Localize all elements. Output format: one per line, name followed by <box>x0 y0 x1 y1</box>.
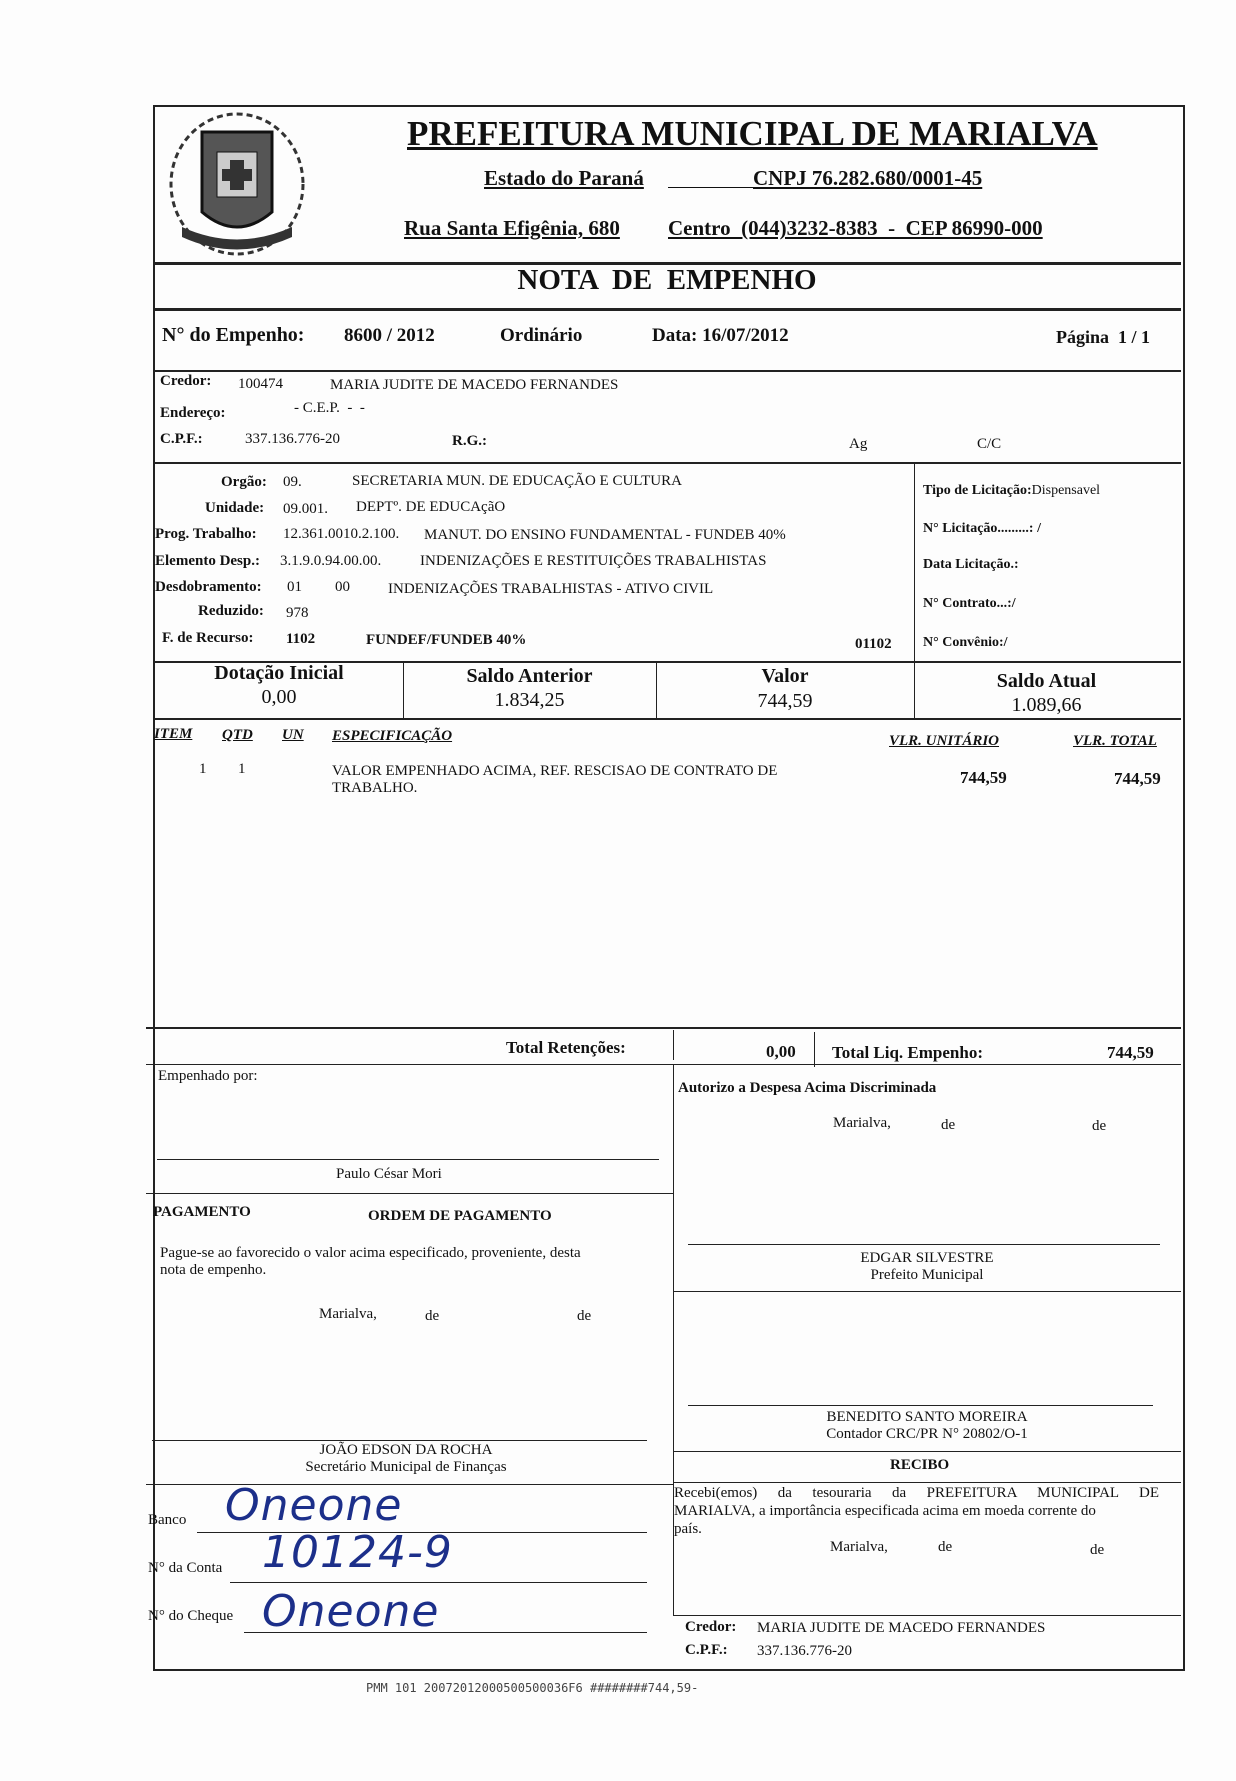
autorizo-city: Marialva, <box>833 1115 891 1131</box>
col-vlr-total: VLR. TOTAL <box>1073 733 1157 749</box>
cpf-label: C.P.F.: <box>160 431 203 447</box>
recibo-de-1: de <box>938 1539 953 1555</box>
prog-code: 12.361.0010.2.100. <box>283 526 400 542</box>
desdob-code1: 01 <box>287 579 302 595</box>
valor-label: Valor <box>761 665 809 687</box>
empenhado-por-label: Empenhado por: <box>158 1068 258 1084</box>
desdob-label: Desdobramento: <box>155 579 262 595</box>
table-row-vlr-unitario: 744,59 <box>960 768 1007 787</box>
prog-label: Prog. Trabalho: <box>155 526 257 542</box>
pague-text-1: Pague-se ao favorecido o valor acima especificado, proveniente, desta <box>160 1245 581 1261</box>
prefeito-name: EDGAR SILVESTRE <box>860 1250 994 1266</box>
page-number: Página 1 / 1 <box>1056 327 1151 347</box>
cheque-handwriting: Oneone <box>262 1586 440 1637</box>
reduzido-value: 978 <box>286 605 309 621</box>
empenho-type: Ordinário <box>500 325 583 346</box>
cnpj-label: CNPJ 76.282.680/0001-45 <box>753 166 983 190</box>
address-label: Rua Santa Efigênia, 680 <box>404 216 620 240</box>
col-qtd: QTD <box>222 727 253 743</box>
saldo-atual-label: Saldo Atual <box>996 670 1097 692</box>
recibo-text-1: Recebi(emos) da tesouraria da PREFEITURA MUNICIPAL DE <box>674 1485 1159 1501</box>
orgao-code: 09. <box>283 474 302 490</box>
recurso-label: F. de Recurso: <box>162 630 254 646</box>
secretario-name: JOÃO EDSON DA ROCHA <box>319 1442 493 1458</box>
pagamento-de-2: de <box>577 1308 592 1324</box>
recibo-text-3: país. <box>674 1521 702 1537</box>
header-underline <box>668 187 758 188</box>
numero-contrato: N° Contrato...:/ <box>923 596 1016 611</box>
contador-name: BENEDITO SANTO MOREIRA <box>826 1409 1028 1425</box>
page-title: PREFEITURA MUNICIPAL DE MARIALVA <box>407 114 1098 153</box>
dotacao-value: 0,00 <box>261 686 297 708</box>
elemento-code: 3.1.9.0.94.00.00. <box>280 553 382 569</box>
empenhado-signer: Paulo César Mori <box>336 1166 442 1182</box>
recibo-credor-name: MARIA JUDITE DE MACEDO FERNANDES <box>757 1620 1046 1636</box>
recibo-de-2: de <box>1090 1542 1105 1558</box>
endereco-label: Endereço: <box>160 405 226 421</box>
banco-handwriting: Oneone <box>225 1480 403 1531</box>
table-row-espec: VALOR EMPENHADO ACIMA, REF. RESCISAO DE CONTRATO DE <box>332 763 778 779</box>
recibo-text-2: MARIALVA, a importância especificada acima em moeda corrente do <box>674 1503 1096 1519</box>
data-licitacao: Data Licitação.: <box>923 557 1019 572</box>
total-retencoes-value: 0,00 <box>766 1042 796 1061</box>
prefeito-role: Prefeito Municipal <box>870 1267 984 1283</box>
cc-label: C/C <box>977 436 1002 452</box>
pagamento-de-1: de <box>425 1308 440 1324</box>
conta-label: N° da Conta <box>148 1560 223 1576</box>
col-item: ITEM <box>154 726 193 742</box>
credor-code: 100474 <box>238 376 283 392</box>
conta-handwriting: 10124-9 <box>262 1527 453 1578</box>
pagamento-city: Marialva, <box>319 1306 377 1322</box>
recurso-name: FUNDEF/FUNDEB 40% <box>366 632 527 648</box>
rg-label: R.G.: <box>452 433 487 449</box>
recibo-credor-label: Credor: <box>685 1619 737 1635</box>
tipo-licitacao: Tipo de Licitação:Dispensavel <box>923 483 1101 498</box>
elemento-label: Elemento Desp.: <box>155 553 260 569</box>
table-row-item: 1 <box>199 761 207 777</box>
col-vlr-unitario: VLR. UNITÁRIO <box>889 733 1000 749</box>
document-title: NOTA DE EMPENHO <box>517 264 817 296</box>
secretario-role: Secretário Municipal de Finanças <box>305 1459 507 1475</box>
prog-name: MANUT. DO ENSINO FUNDAMENTAL - FUNDEB 40% <box>424 527 786 543</box>
pague-text-2: nota de empenho. <box>160 1262 267 1278</box>
saldo-anterior-value: 1.834,25 <box>494 689 565 711</box>
credor-name: MARIA JUDITE DE MACEDO FERNANDES <box>330 377 619 393</box>
elemento-name: INDENIZAÇÕES E RESTITUIÇÕES TRABALHISTAS <box>420 553 767 569</box>
valor-value: 744,59 <box>757 690 813 712</box>
empenho-number: 8600 / 2012 <box>344 325 435 346</box>
recibo-cpf-value: 337.136.776-20 <box>757 1643 852 1659</box>
banco-label: Banco <box>148 1512 187 1528</box>
autorizo-label: Autorizo a Despesa Acima Discriminada <box>678 1080 937 1096</box>
autorizo-de-1: de <box>941 1117 956 1133</box>
saldo-anterior-label: Saldo Anterior <box>466 665 593 687</box>
saldo-atual-value: 1.089,66 <box>1011 694 1082 716</box>
unidade-code: 09.001. <box>283 501 328 517</box>
recibo-label: RECIBO <box>890 1457 950 1473</box>
table-row-vlr-total: 744,59 <box>1114 769 1161 788</box>
state-label: Estado do Paraná <box>484 166 644 190</box>
recurso-code: 1102 <box>286 631 316 647</box>
desdob-name: INDENIZAÇÕES TRABALHISTAS - ATIVO CIVIL <box>388 581 714 597</box>
credor-label: Credor: <box>160 373 212 389</box>
empenho-date: Data: 16/07/2012 <box>652 325 789 346</box>
endereco-value: - C.E.P. - - <box>294 400 365 416</box>
autorizo-de-2: de <box>1092 1118 1107 1134</box>
total-retencoes-label: Total Retenções: <box>506 1038 626 1057</box>
coat-of-arms-icon <box>162 102 312 262</box>
recurso-extra: 01102 <box>855 636 892 652</box>
reduzido-label: Reduzido: <box>198 603 264 619</box>
pagamento-label: PAGAMENTO <box>153 1204 251 1220</box>
orgao-name: SECRETARIA MUN. DE EDUCAÇÃO E CULTURA <box>352 473 682 489</box>
recibo-cpf-label: C.P.F.: <box>685 1642 728 1658</box>
desdob-code2: 00 <box>335 579 350 595</box>
total-liq-value: 744,59 <box>1107 1043 1154 1062</box>
dotacao-label: Dotação Inicial <box>214 662 344 684</box>
cheque-label: N° do Cheque <box>148 1608 234 1624</box>
ordem-pagamento-label: ORDEM DE PAGAMENTO <box>368 1208 552 1224</box>
orgao-label: Orgão: <box>221 474 267 490</box>
unidade-label: Unidade: <box>205 500 265 516</box>
total-liq-label: Total Liq. Empenho: <box>832 1043 983 1062</box>
ag-label: Ag <box>849 436 868 452</box>
numero-licitacao: N° Licitação.........: / <box>923 521 1041 536</box>
footer-barcode-text: PMM 101 20072012000500500036F6 ########744,59- <box>366 1681 699 1695</box>
empenho-number-label: N° do Empenho: <box>162 324 305 346</box>
unidade-name: DEPTº. DE EDUCAçãO <box>356 499 506 515</box>
col-especificacao: ESPECIFICAÇÃO <box>332 728 453 744</box>
contador-role: Contador CRC/PR N° 20802/O-1 <box>826 1426 1028 1442</box>
cpf-value: 337.136.776-20 <box>245 431 340 447</box>
district-phone-label: Centro (044)3232-8383 - CEP 86990-000 <box>668 216 1043 240</box>
numero-convenio: N° Convênio:/ <box>923 635 1008 650</box>
recibo-city: Marialva, <box>830 1539 888 1555</box>
table-row-qtd: 1 <box>238 761 246 777</box>
col-un: UN <box>282 727 304 743</box>
table-row-espec-cont: TRABALHO. <box>332 780 418 796</box>
